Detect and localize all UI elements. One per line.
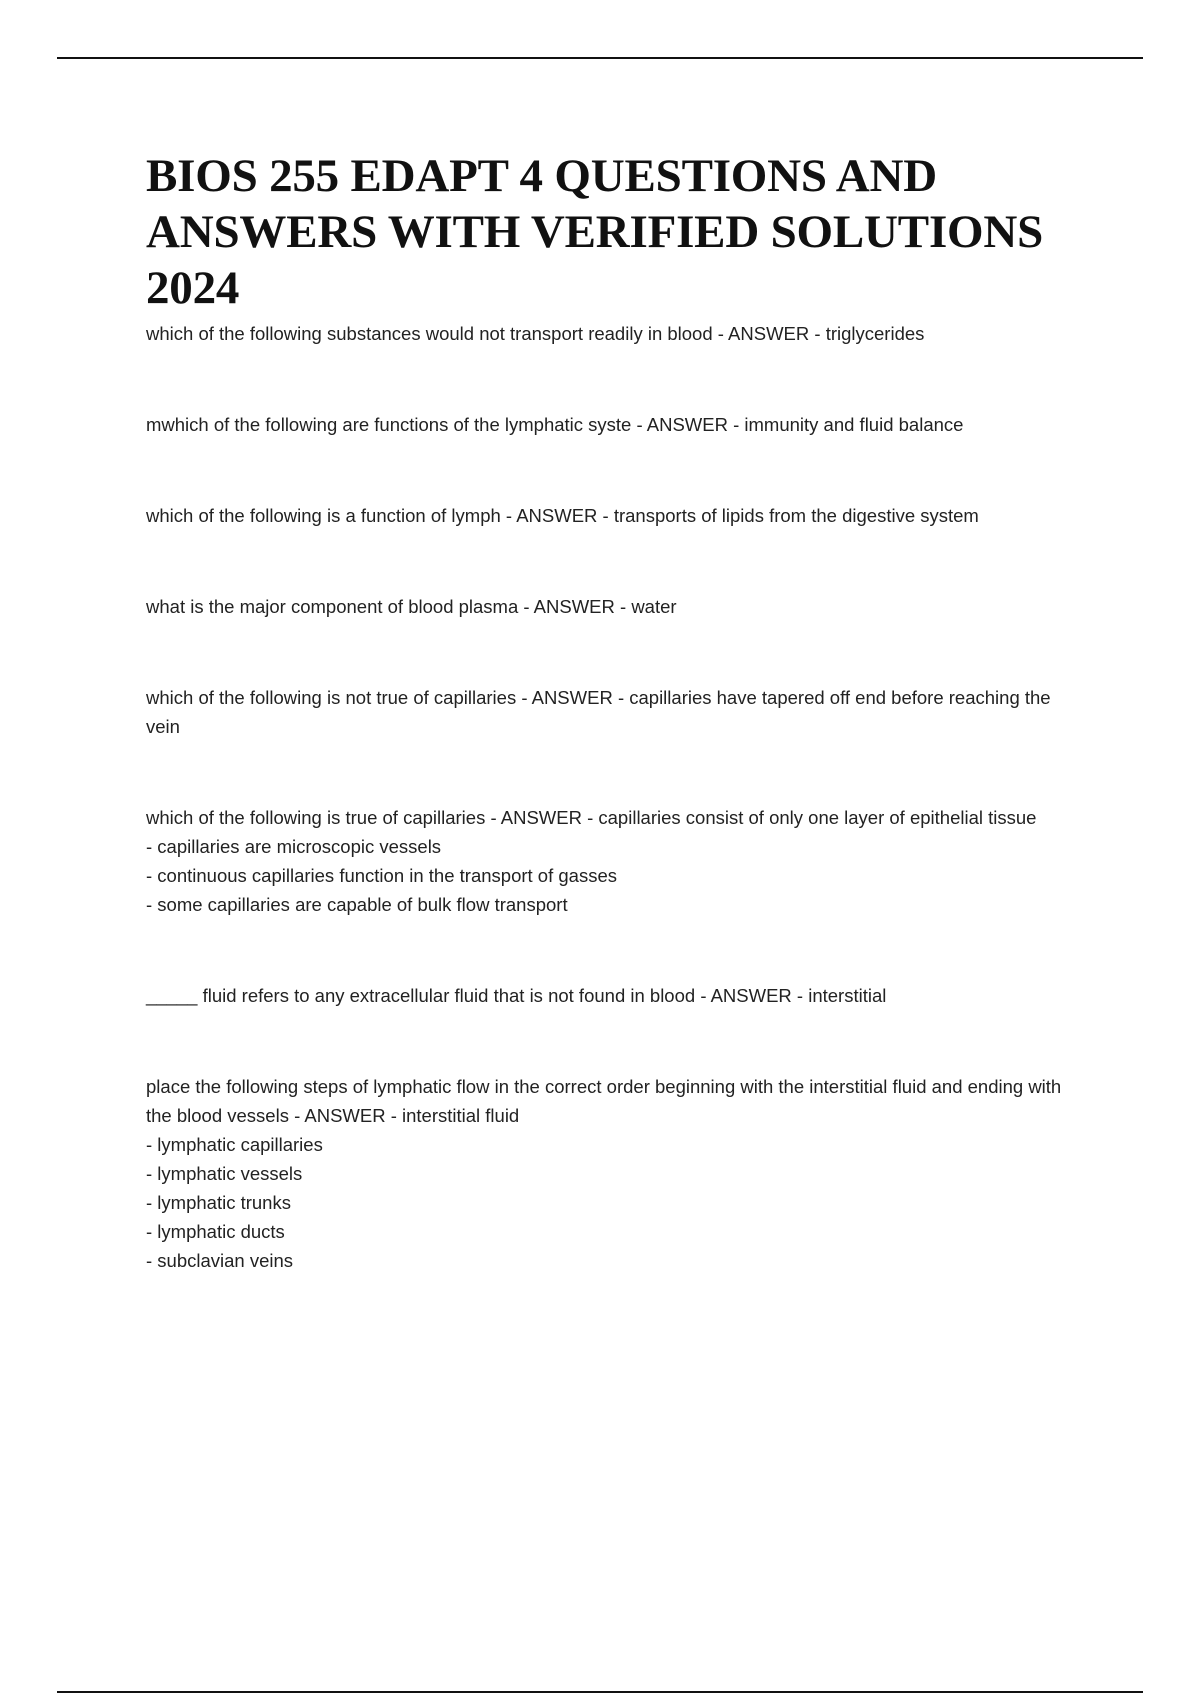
header-rule <box>57 57 1143 59</box>
qa-list <box>146 319 1086 1275</box>
answer-item: - some capillaries are capable of bulk flow transport <box>146 894 568 915</box>
qa-entry <box>146 1072 1086 1275</box>
qa-text: mwhich of the following are functions of the lymphatic syste - ANSWER - immunity and fluid balance <box>146 414 964 435</box>
answer-item: - lymphatic capillaries <box>146 1134 323 1155</box>
qa-text: which of the following is not true of capillaries - ANSWER - capillaries have tapered off end before reaching the vein <box>146 687 1051 737</box>
title-line: 2024 <box>146 262 240 314</box>
document-body <box>146 148 1086 1337</box>
answer-item: - lymphatic ducts <box>146 1221 285 1242</box>
answer-item: - continuous capillaries function in the transport of gasses <box>146 865 617 886</box>
qa-text: _____ fluid refers to any extracellular fluid that is not found in blood - ANSWER - interstitial <box>146 985 887 1006</box>
document-title <box>146 148 1086 316</box>
footer-rule <box>57 1691 1143 1693</box>
qa-text: which of the following is a function of lymph - ANSWER - transports of lipids from the digestive system <box>146 505 979 526</box>
title-line: ANSWERS WITH VERIFIED SOLUTIONS <box>146 206 1044 258</box>
title-line: BIOS 255 EDAPT 4 QUESTIONS AND <box>146 150 938 202</box>
qa-entry <box>146 501 1086 530</box>
answer-item: - lymphatic trunks <box>146 1192 291 1213</box>
qa-entry <box>146 981 1086 1010</box>
answer-item: - subclavian veins <box>146 1250 294 1271</box>
qa-entry <box>146 803 1086 919</box>
qa-entry <box>146 410 1086 439</box>
qa-entry <box>146 592 1086 621</box>
answer-item: - capillaries are microscopic vessels <box>146 836 442 857</box>
answer-item: - lymphatic vessels <box>146 1163 303 1184</box>
qa-text: place the following steps of lymphatic flow in the correct order beginning with the interstitial fluid and ending with the blood vessels - ANSWER - interstitial fluid <box>146 1076 1062 1126</box>
qa-text: which of the following substances would not transport readily in blood - ANSWER - triglycerides <box>146 323 925 344</box>
qa-entry <box>146 683 1086 741</box>
qa-entry <box>146 319 1086 348</box>
qa-text: which of the following is true of capillaries - ANSWER - capillaries consist of only one layer of epithelial tissue <box>146 807 1037 828</box>
qa-text: what is the major component of blood plasma - ANSWER - water <box>146 596 677 617</box>
